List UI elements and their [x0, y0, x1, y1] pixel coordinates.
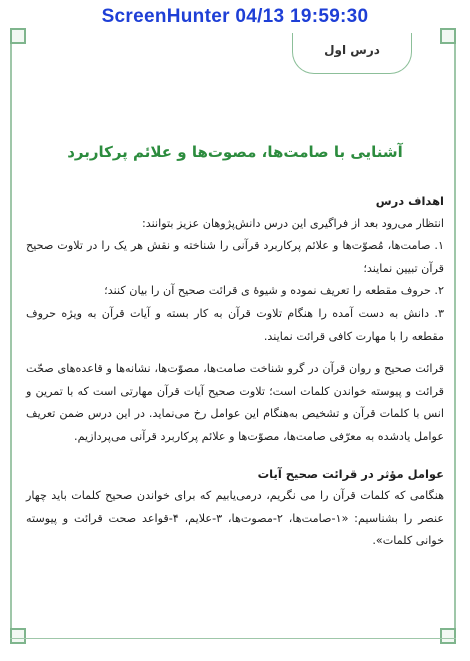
frame-corner-ornament	[440, 28, 456, 44]
objectives-intro: انتظار می‌رود بعد از فراگیری این درس دانش‌پژوهان عزیز بتوانند:	[142, 216, 444, 230]
objectives-heading: اهداف درس	[375, 194, 444, 208]
lesson-content	[26, 190, 444, 553]
section-heading: عوامل مؤثر در قرائت صحیح آیات	[257, 466, 444, 481]
objective-item: ۲. حروف مقطعه را تعریف نموده و شیوهٔ ی قرائت صحیح آن را بیان کنند؛	[104, 284, 444, 298]
lesson-number-tab	[292, 33, 412, 74]
objective-item: ۳. دانش به دست آمده را هنگام تلاوت قرآن به کار بسته و آیات قرآن به ویژه حروف مقطعه را با مهارت کافی قرائت نمایند.	[26, 306, 444, 343]
lesson-title: آشنایی با صامت‌ها، مصوت‌ها و علائم پرکاربرد	[67, 143, 403, 161]
frame-corner-ornament	[10, 28, 26, 44]
bottom-border	[10, 638, 456, 639]
screenhunter-watermark: ScreenHunter 04/13 19:59:30	[101, 6, 369, 27]
frame-corner-ornament	[440, 628, 456, 644]
objective-item: ۱. صامت‌ها، مُصوّت‌ها و علائم پرکاربرد قرآنی را شناخته و نقش هر یک را در تلاوت صحیح قرآن تبیین نمایند؛	[26, 239, 444, 275]
intro-paragraph: قرائت صحیح و روان قرآن در گرو شناخت صامت‌ها، مصوّت‌ها، نشانه‌ها و قاعده‌های صحّت قرائت و پیوسته خواندن کلمات است؛ تلاوت صحیح آیات قرآن مهارتی است که با تمرین و انس با کلمات قرآن و تشخیص به‌هنگام این عوامل رخ می‌نماید. در این درس ضمن تعریف عوامل یادشده به معرّفی صامت‌ها، مصوّت‌ها و علائم پرکاربرد قرآنی می‌پردازیم.	[26, 362, 444, 443]
section-paragraph: هنگامی که کلمات قرآن را می نگریم، درمی‌یابیم که برای خواندن صحیح کلمات باید چهار عنصر را بشناسیم: «۱-صامت‌ها، ۲-مصوت‌ها، ۳-علایم، ۴-قواعد صحت قرائت و پیوسته خوانی کلمات».	[26, 489, 445, 548]
lesson-label: درس اول	[324, 43, 380, 57]
frame-corner-ornament	[10, 628, 26, 644]
